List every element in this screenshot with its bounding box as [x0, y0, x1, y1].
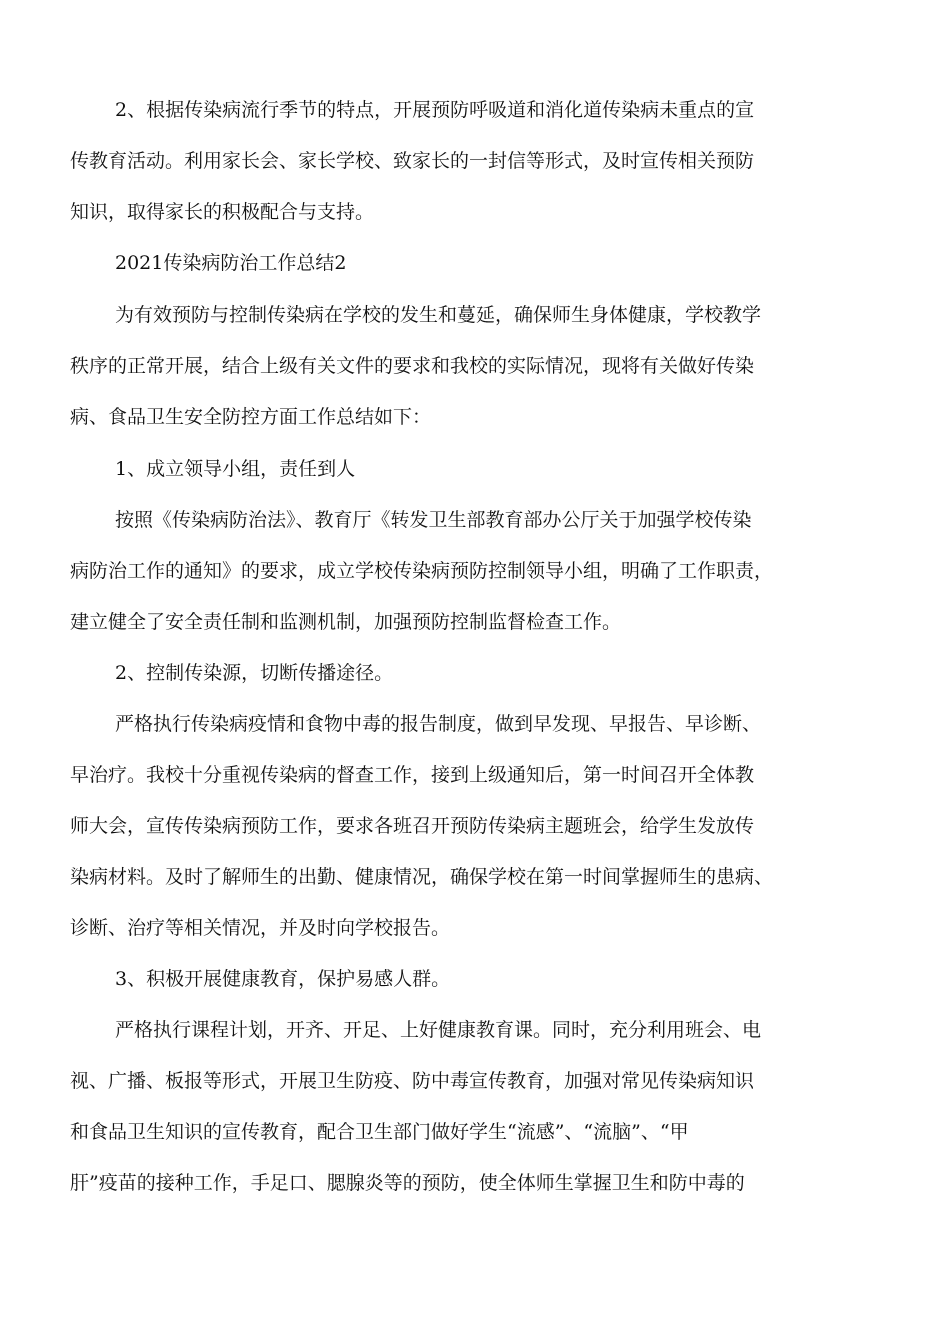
paragraph-line: 和食品卫生知识的宣传教育，配合卫生部门做好学生“流感”、“流脑”、“甲: [70, 1121, 689, 1143]
paragraph-line: 视、广播、板报等形式，开展卫生防疫、防中毒宣传教育，加强对常见传染病知识: [70, 1070, 755, 1092]
section-heading: 2021传染病防治工作总结2: [115, 252, 347, 274]
subheading: 2、控制传染源，切断传播途径。: [115, 662, 394, 684]
paragraph-line: 严格执行传染病疫情和食物中毒的报告制度，做到早发现、早报告、早诊断、: [115, 713, 762, 735]
paragraph-line: 知识，取得家长的积极配合与支持。: [70, 201, 375, 223]
paragraph-line: 肝”疫苗的接种工作，手足口、腮腺炎等的预防，使全体师生掌握卫生和防中毒的: [70, 1172, 745, 1194]
paragraph-line: 严格执行课程计划，开齐、开足、上好健康教育课。同时，充分利用班会、电: [115, 1019, 762, 1041]
paragraph-line: 病防治工作的通知》的要求，成立学校传染病预防控制领导小组，明确了工作职责，: [70, 560, 774, 582]
paragraph-line: 早治疗。我校十分重视传染病的督查工作，接到上级通知后，第一时间召开全体教: [70, 764, 755, 786]
subheading: 1、成立领导小组，责任到人: [115, 458, 356, 480]
paragraph-line: 秩序的正常开展，结合上级有关文件的要求和我校的实际情况，现将有关做好传染: [70, 355, 755, 377]
paragraph-line: 传教育活动。利用家长会、家长学校、致家长的一封信等形式，及时宣传相关预防: [70, 150, 755, 172]
paragraph-line: 按照《传染病防治法》、教育厅《转发卫生部教育部办公厅关于加强学校传染: [115, 509, 752, 531]
subheading: 3、积极开展健康教育，保护易感人群。: [115, 968, 451, 990]
paragraph-line: 为有效预防与控制传染病在学校的发生和蔓延，确保师生身体健康，学校教学: [115, 304, 762, 326]
paragraph-line: 病、食品卫生安全防控方面工作总结如下：: [70, 406, 432, 428]
paragraph-line: 诊断、治疗等相关情况，并及时向学校报告。: [70, 917, 451, 939]
paragraph-line: 师大会，宣传传染病预防工作，要求各班召开预防传染病主题班会，给学生发放传: [70, 815, 755, 837]
paragraph-line: 2、根据传染病流行季节的特点，开展预防呼吸道和消化道传染病未重点的宣: [115, 99, 755, 121]
paragraph-line: 建立健全了安全责任制和监测机制，加强预防控制监督检查工作。: [70, 611, 622, 633]
paragraph-line: 染病材料。及时了解师生的出勤、健康情况，确保学校在第一时间掌握师生的患病、: [70, 866, 774, 888]
